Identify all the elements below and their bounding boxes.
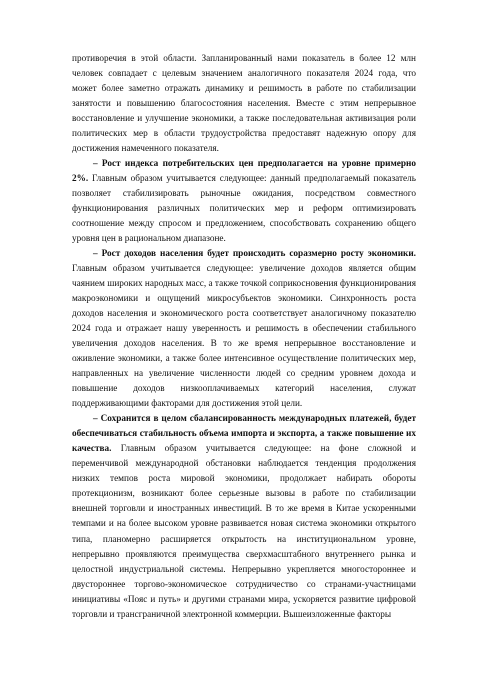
- paragraph-cpi: [72, 157, 416, 247]
- paragraph-body: Главным образом учитывается следующее: данный предполагаемый показатель позволяет стабилизировать рыночные ожидания, посредством совместного функционирования различных политических мер и реформ оптимизировать соотношение между спросом и предложением, способствовать сохранению общего уровня цен в рациональном диапазоне.: [72, 174, 416, 245]
- paragraph-continuation: противоречия в этой области. Запланированный нами показатель в более 12 млн человек совпадает с целевым значением аналогичного показателя 2024 года, что может более заметно отражать динамику и решимость в работе по стабилизации занятости и повышению благосостояния населения. Вместе с этим непрерывное восстановление и улучшение экономики, а также последовательная активизация роли политических мер в области трудоустройства предоставят надежную опору для достижения намеченного показателя.: [72, 54, 416, 155]
- paragraph-body: Главным образом учитывается следующее: увеличение доходов является общим чаянием широких народных масс, а также точкой соприкосновения функционирования макроэкономики и ощущений микросубъектов экономики. Синхронность роста доходов населения и экономического роста соответствует аналогичному показателю 2024 года и отражает нашу уверенность и решимость в обеспечении стабильного увеличения доходов населения. В то же время непрерывное восстановление и оживление экономики, а также более интенсивное осуществление политических мер, направленных на увеличение численности людей со средним уровнем дохода и повышение доходов низкооплачиваемых категорий населения, служат поддерживающими факторами для достижения этой цели.: [72, 264, 416, 410]
- paragraph-body: Главным образом учитывается следующее: на фоне сложной и переменчивой международной обстановки наблюдается тенденция продолжения низких темпов роста мировой экономики, продолжает набирать обороты протекционизм, возникают более серьезные вызовы в работе по стабилизации внешней торговли и иностранных инвестиций. В то же время в Китае ускоренными темпами и на более высоком уровне развивается новая система экономики открытого типа, планомерно расширяется открытость на институциональном уровне, непрерывно проявляются преимущества сверхмасштабного внутреннего рынка и целостной индустриальной системы. Непрерывно укрепляется многостороннее и двустороннее торгово-экономическое сотрудничество со странами-участницами инициативы «Пояс и путь» и другими странами мира, ускоряется развитие цифровой торговли и трансграничной электронной коммерции. Вышеизложенные факторы: [72, 444, 416, 620]
- document-page: [72, 52, 416, 623]
- paragraph-lead: – Рост индекса потребительских цен предполагается на уровне примерно 2%.: [72, 159, 416, 185]
- paragraph-payments: [72, 412, 416, 622]
- paragraph-income: [72, 247, 416, 412]
- paragraph-lead: – Рост доходов населения будет происходить соразмерно росту экономики.: [93, 249, 416, 260]
- paragraph-lead: – Сохранится в целом сбалансированность международных платежей, будет обеспечиваться стабильность объема импорта и экспорта, а также повышение их качества.: [72, 414, 416, 455]
